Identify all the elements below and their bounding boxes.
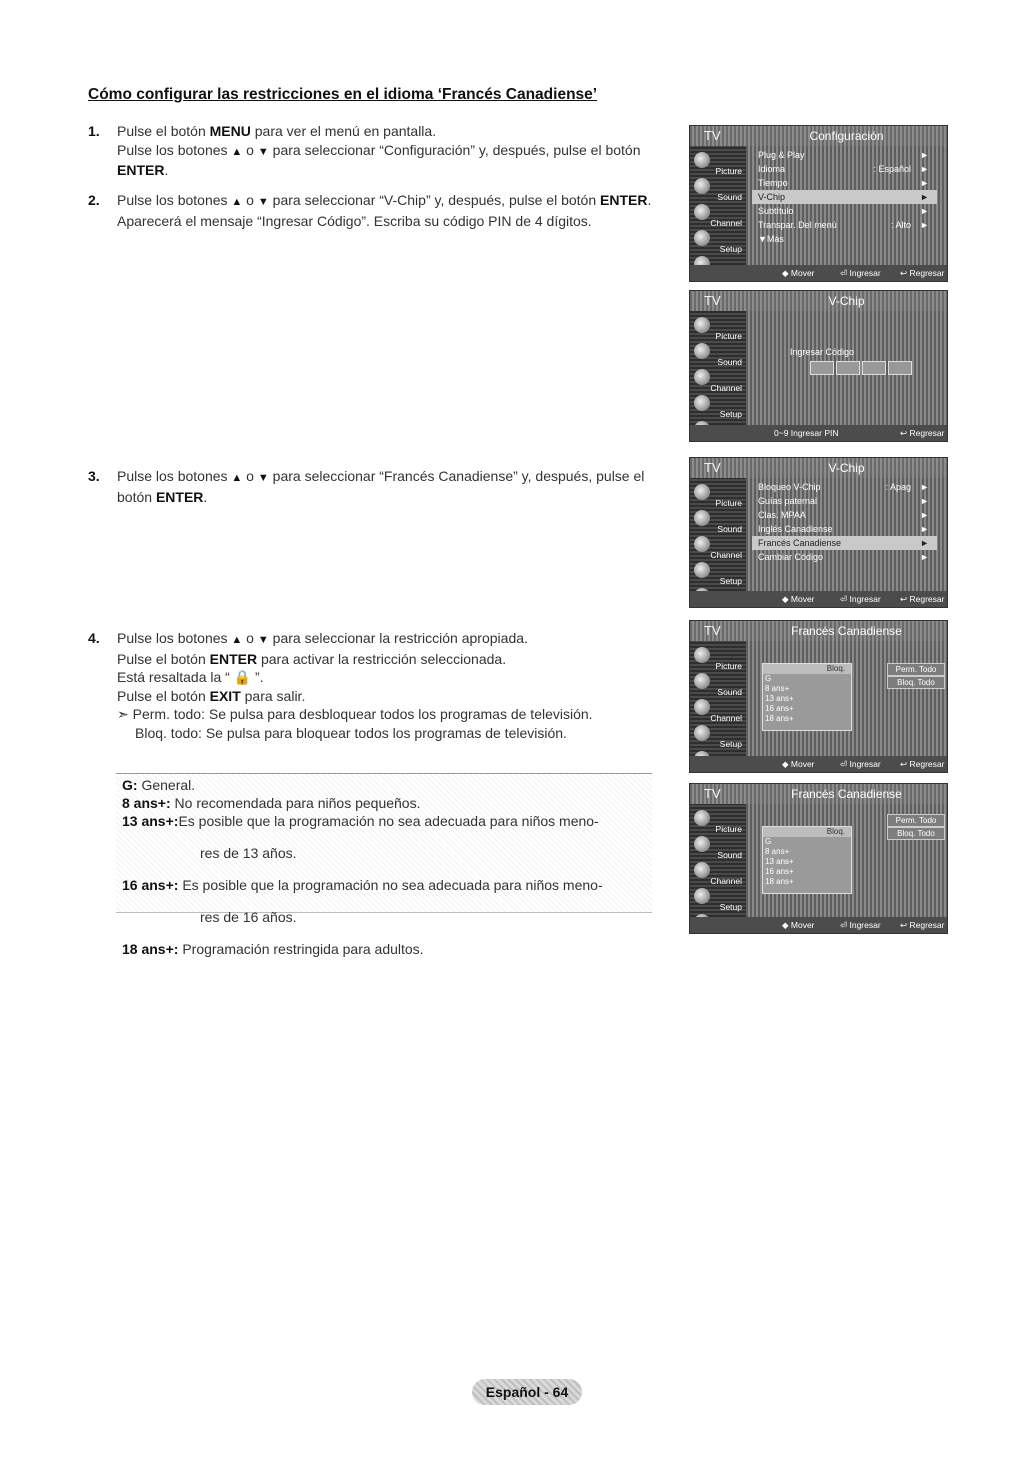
perm-todo-button[interactable]: Perm. Todo — [887, 663, 945, 676]
footer-hint: 0~9 Ingresar PIN — [774, 428, 839, 438]
channel-icon — [694, 369, 710, 385]
chevron-right-icon: ► — [920, 192, 929, 202]
menu-item[interactable]: Plug & Play ► — [758, 150, 929, 160]
sound-icon — [694, 673, 710, 689]
menu-item-value: : Español — [873, 164, 911, 174]
sidebar-item-picture[interactable] — [692, 482, 744, 510]
rating-18: 18 ans+: Programación restringida para adultos. — [122, 941, 424, 957]
step-1: 1. Pulse el botón MENU para ver el menú en pantalla. Pulse los botones ▲ o ▼ para seleccionar “Configuración” y, después, pulse el botón ENTER. — [88, 123, 641, 178]
menu-item[interactable]: Bloqueo V-Chip : Apag ► — [758, 482, 929, 492]
menu-item[interactable]: Idioma : Español ► — [758, 164, 929, 174]
chevron-right-icon: ► — [920, 510, 929, 520]
rating-item[interactable]: 16 ans+ — [765, 704, 794, 713]
sidebar-item-label: Channel — [710, 550, 742, 560]
rating-lock-list — [762, 826, 852, 894]
sound-icon — [694, 178, 710, 194]
picture-icon — [694, 484, 710, 500]
tv-screen-configuracion: TV Configuración Picture Sound Channel Setup Plug & Play ► Idioma : Español ► Tiempo ► V-Chip ► Subtítulo ► Transpar. Del menú : Alto ► ▼Más ◆ Mover ⏎ Ingresar ↩ Regresar — [689, 125, 948, 282]
channel-icon — [694, 862, 710, 878]
tv-sidebar — [690, 146, 746, 281]
menu-item[interactable]: ▼Más — [758, 234, 784, 244]
footer-hint: ⏎ Ingresar — [840, 594, 881, 604]
page-title: Cómo configurar las restricciones en el idioma ‘Francés Canadiense’ — [88, 86, 598, 103]
rating-item[interactable]: 8 ans+ — [765, 684, 790, 693]
tv-screen-frances-2: TV Francés Canadiense Picture Sound Channel Setup Bloq. G 8 ans+ 13 ans+ 16 ans+ 18 ans+ Perm. Todo Bloq. Todo ◆ Mover ⏎ Ingresar ↩ Regresar — [689, 783, 948, 934]
menu-item[interactable]: Tiempo ► — [758, 178, 929, 188]
rating-item[interactable]: 8 ans+ — [765, 847, 790, 856]
rating-item[interactable]: G — [765, 837, 772, 846]
footer-hint: ↩ Regresar — [900, 594, 945, 604]
sidebar-item-sound[interactable] — [692, 341, 744, 369]
sidebar-item-sound[interactable] — [692, 508, 744, 536]
rating-lock-list — [762, 663, 852, 731]
sidebar-item-picture[interactable] — [692, 150, 744, 178]
sidebar-item-label: Sound — [717, 687, 742, 697]
sidebar-item-sound[interactable] — [692, 671, 744, 699]
sidebar-item-label: Setup — [719, 902, 742, 912]
lock-header: Bloq. — [763, 664, 851, 674]
sidebar-item-setup[interactable] — [692, 560, 744, 588]
note-perm: ➣ Perm. todo: Se pulsa para desbloquear todos los programas de televisión. — [117, 706, 593, 722]
tv-sidebar — [690, 311, 746, 441]
sidebar-item-label: Channel — [710, 876, 742, 886]
tv-screen-vchip-menu: TV V-Chip Picture Sound Channel Setup Bloqueo V-Chip : Apag ► Guías paternal ► Clas. MPAA ► Inglés Canadiense ► Francés Canadiense ► Cambiar Código ► ◆ Mover ⏎ Ingresar ↩ Regresar — [689, 457, 948, 608]
rating-item[interactable]: 18 ans+ — [765, 714, 794, 723]
sidebar-item-label: Picture — [715, 661, 742, 671]
chevron-right-icon: ► — [920, 206, 929, 216]
sidebar-item-label: Setup — [719, 244, 742, 254]
sidebar-item-channel[interactable] — [692, 697, 744, 725]
sidebar-item-channel[interactable] — [692, 202, 744, 230]
sound-icon — [694, 836, 710, 852]
sidebar-item-picture[interactable] — [692, 645, 744, 673]
setup-icon — [694, 230, 710, 246]
rating-item[interactable]: 16 ans+ — [765, 867, 794, 876]
setup-icon — [694, 725, 710, 741]
sidebar-item-setup[interactable] — [692, 886, 744, 914]
sidebar-item-setup[interactable] — [692, 228, 744, 256]
channel-icon — [694, 204, 710, 220]
sidebar-item-label: Picture — [715, 166, 742, 176]
menu-item-value: : Alto — [890, 220, 911, 230]
sidebar-item-label: Channel — [710, 713, 742, 723]
footer-hint: ⏎ Ingresar — [840, 920, 881, 930]
tv-sidebar — [690, 641, 746, 772]
picture-icon — [694, 317, 710, 333]
rating-item[interactable]: G — [765, 674, 772, 683]
menu-item[interactable]: V-Chip ► — [752, 190, 937, 204]
sidebar-item-label: Picture — [715, 498, 742, 508]
rating-item[interactable]: 18 ans+ — [765, 877, 794, 886]
sidebar-item-label: Setup — [719, 739, 742, 749]
sidebar-item-label: Channel — [710, 383, 742, 393]
picture-icon — [694, 647, 710, 663]
chevron-right-icon: ► — [920, 552, 929, 562]
bloq-todo-button[interactable]: Bloq. Todo — [887, 827, 945, 840]
step-4: 4. Pulse los botones ▲ o ▼ para seleccionar la restricción apropiada. Pulse el botón ENTER para activar la restricción seleccionada. Está resaltada la “ 🔒 ”. Pulse el botón EXIT para salir. ➣ Perm. todo: Se pulsa para desbloquear todos los programas de televisión. Bloq. todo: Se pulsa para bloquear todos los programas de televisión. — [88, 629, 658, 742]
sidebar-item-picture[interactable] — [692, 315, 744, 343]
sidebar-item-channel[interactable] — [692, 534, 744, 562]
footer-hint: ↩ Regresar — [900, 759, 945, 769]
step-3: 3. Pulse los botones ▲ o ▼ para seleccionar “Francés Canadiense” y, después, pulse el botón ENTER. — [88, 468, 645, 505]
sound-icon — [694, 343, 710, 359]
rating-item[interactable]: 13 ans+ — [765, 857, 794, 866]
step-number: 1. — [88, 123, 100, 139]
footer-hint: ↩ Regresar — [900, 428, 945, 438]
chevron-right-icon: ► — [920, 482, 929, 492]
perm-todo-button[interactable]: Perm. Todo — [887, 814, 945, 827]
sound-icon — [694, 510, 710, 526]
footer-hint: ◆ Mover — [782, 759, 815, 769]
sidebar-item-label: Setup — [719, 409, 742, 419]
ratings-box: G: General. 8 ans+: No recomendada para niños pequeños. 13 ans+:Es posible que la programación no sea adecuada para niños meno- res de 13 años. 16 ans+: Es posible que la programación no sea adecuada para niños meno- res de 16 años. 18 ans+: Programación restringida para adultos. — [116, 773, 652, 913]
step-2: 2. Pulse los botones ▲ o ▼ para seleccionar “V-Chip” y, después, pulse el botón ENTER. Aparecerá el mensaje “Ingresar Código”. Escriba su código PIN de 4 dígitos. — [88, 192, 652, 229]
sidebar-item-label: Sound — [717, 524, 742, 534]
channel-icon — [694, 536, 710, 552]
sidebar-item-channel[interactable] — [692, 860, 744, 888]
footer-hint: ⏎ Ingresar — [840, 268, 881, 278]
step-number: 4. — [88, 630, 100, 646]
tv-screen-frances-1: TV Francés Canadiense Picture Sound Channel Setup Bloq. G 8 ans+ 13 ans+ 16 ans+ 18 ans+ Perm. Todo Bloq. Todo ◆ Mover ⏎ Ingresar ↩ Regresar — [689, 620, 948, 773]
sidebar-item-picture[interactable] — [692, 808, 744, 836]
rating-g: G: General. — [122, 777, 196, 793]
footer-hint: ◆ Mover — [782, 268, 815, 278]
chevron-right-icon: ► — [920, 164, 929, 174]
footer-hint: ↩ Regresar — [900, 920, 945, 930]
rating-item[interactable]: 13 ans+ — [765, 694, 794, 703]
tv-sidebar — [690, 804, 746, 933]
sidebar-item-setup[interactable] — [692, 393, 744, 421]
footer-hint: ⏎ Ingresar — [840, 759, 881, 769]
sidebar-item-sound[interactable] — [692, 834, 744, 862]
sidebar-item-label: Setup — [719, 576, 742, 586]
footer-hint: ◆ Mover — [782, 920, 815, 930]
chevron-right-icon: ► — [920, 524, 929, 534]
sidebar-item-sound[interactable] — [692, 176, 744, 204]
step-number: 3. — [88, 468, 100, 484]
chevron-right-icon: ► — [920, 220, 929, 230]
rating-8: 8 ans+: No recomendada para niños pequeños. — [122, 795, 421, 811]
menu-item[interactable]: Guías paternal ► — [758, 496, 929, 506]
chevron-right-icon: ► — [920, 538, 929, 548]
menu-item[interactable]: Cambiar Código ► — [758, 552, 929, 562]
picture-icon — [694, 152, 710, 168]
chevron-right-icon: ► — [920, 150, 929, 160]
menu-item[interactable]: Inglés Canadiense ► — [758, 524, 929, 534]
setup-icon — [694, 888, 710, 904]
pin-input[interactable] — [810, 361, 914, 380]
step-number: 2. — [88, 192, 100, 208]
sidebar-item-setup[interactable] — [692, 723, 744, 751]
setup-icon — [694, 395, 710, 411]
page-number-badge: Español - 64 — [472, 1379, 582, 1405]
chevron-right-icon: ► — [920, 496, 929, 506]
note-bloq: Bloq. todo: Se pulsa para bloquear todos los programas de televisión. — [135, 724, 567, 741]
sidebar-item-label: Channel — [710, 218, 742, 228]
menu-item-value: : Apag — [885, 482, 911, 492]
chevron-right-icon: ► — [920, 178, 929, 188]
lock-header: Bloq. — [763, 827, 851, 837]
sidebar-item-label: Picture — [715, 824, 742, 834]
menu-item[interactable]: Clas. MPAA ► — [758, 510, 929, 520]
pin-label: Ingresar Código — [790, 347, 855, 357]
menu-item[interactable]: Subtítulo ► — [758, 206, 929, 216]
menu-item[interactable]: Transpar. Del menú : Alto ► — [758, 220, 929, 230]
sidebar-item-label: Sound — [717, 192, 742, 202]
footer-hint: ↩ Regresar — [900, 268, 945, 278]
sidebar-item-label: Sound — [717, 357, 742, 367]
sidebar-item-channel[interactable] — [692, 367, 744, 395]
setup-icon — [694, 562, 710, 578]
tv-sidebar — [690, 478, 746, 607]
picture-icon — [694, 810, 710, 826]
rating-16: 16 ans+: Es posible que la programación no sea adecuada para niños meno- — [122, 877, 603, 893]
bloq-todo-button[interactable]: Bloq. Todo — [887, 676, 945, 689]
sidebar-item-label: Picture — [715, 331, 742, 341]
footer-hint: ◆ Mover — [782, 594, 815, 604]
menu-item[interactable]: Francés Canadiense ► — [752, 536, 937, 550]
sidebar-item-label: Sound — [717, 850, 742, 860]
rating-13: 13 ans+:Es posible que la programación no sea adecuada para niños meno- — [122, 813, 599, 829]
tv-screen-vchip-pin: TV V-Chip Picture Sound Channel Setup Ingresar Código 0~9 Ingresar PIN ↩ Regresar — [689, 290, 948, 442]
channel-icon — [694, 699, 710, 715]
